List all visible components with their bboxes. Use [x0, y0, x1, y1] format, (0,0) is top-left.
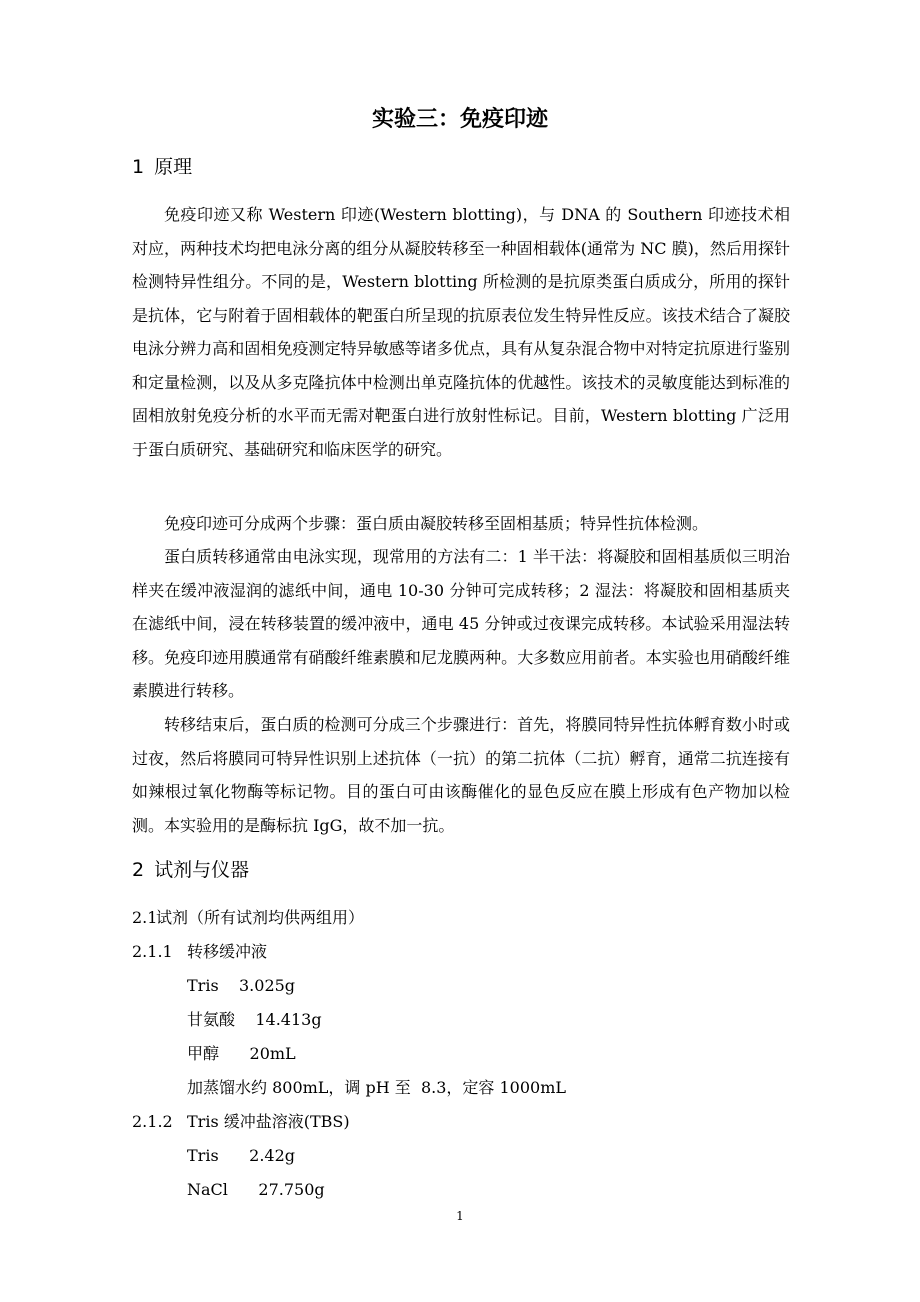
subsection-2-1-2-heading — [132, 1108, 350, 1136]
subsection-2-1-1-heading — [132, 938, 267, 966]
section-1-heading — [132, 153, 192, 181]
section-1-number: 1 — [132, 156, 145, 178]
page-title: 实验三：免疫印迹 — [371, 107, 548, 132]
principle-paragraph-1: 免疫印迹又称 Western 印迹(Western blotting)，与 DNA 的 Southern 印迹技术相对应，两种技术均把电泳分离的组分从凝胶转移至一种固相载体(通常为 NC 膜)，然后用探针检测特异性组分。不同的是，Western blotting 所检测的是抗原类蛋白质成分，所用的探针是抗体，它与附着于固相载体的靶蛋白所呈现的抗原表位发生特异性反应。该技术结合了凝胶电泳分辨力高和固相免疫测定特异敏感等诸多优点，具有从复杂混合物中对特定抗原进行鉴别和定量检测，以及从多克隆抗体中检测出单克隆抗体的优越性。该技术的灵敏度能达到标准的固相放射免疫分析的水平而无需对靶蛋白进行放射性标记。目前，Western blotting 广泛用于蛋白质研究、基础研究和临床医学的研究。 — [132, 205, 790, 459]
page-number: 1 — [456, 1209, 464, 1223]
reagent-line: Tris 3.025g — [187, 976, 296, 995]
reagent-line: Tris 2.42g — [187, 1146, 296, 1165]
subsection-2-1-2-title: Tris 缓冲盐溶液(TBS) — [187, 1112, 350, 1131]
subsection-2-1-number: 2.1 — [132, 908, 158, 927]
principle-paragraph-2: 免疫印迹可分成两个步骤：蛋白质由凝胶转移至固相基质；特异性抗体检测。 — [164, 514, 709, 533]
subsection-2-1-1-title: 转移缓冲液 — [187, 942, 268, 961]
reagent-line: 加蒸馏水约 800mL，调 pH 至 8.3，定容 1000mL — [187, 1078, 567, 1097]
subsection-2-1-heading — [132, 904, 364, 932]
section-2-number: 2 — [132, 859, 145, 881]
section-1-title: 原理 — [154, 156, 193, 178]
principle-paragraph-4: 转移结束后，蛋白质的检测可分成三个步骤进行：首先，将膜同特异性抗体孵育数小时或过夜，然后将膜同可特异性识别上述抗体（一抗）的第二抗体（二抗）孵育，通常二抗连接有如辣根过氧化物酶等标记物。目的蛋白可由该酶催化的显色反应在膜上形成有色产物加以检测。本实验用的是酶标抗 IgG，故不加一抗。 — [132, 715, 790, 835]
section-2-title: 试剂与仪器 — [154, 859, 250, 881]
subsection-2-1-1-number: 2.1.1 — [132, 942, 173, 961]
principle-paragraph-3: 蛋白质转移通常由电泳实现，现常用的方法有二：1 半干法：将凝胶和固相基质似三明治样夹在缓冲液湿润的滤纸中间，通电 10-30 分钟可完成转移；2 湿法：将凝胶和固相基质夹在滤纸中间，浸在转移装置的缓冲液中，通电 45 分钟或过夜课完成转移。本试验采用湿法转移。免疫印迹用膜通常有硝酸纤维素膜和尼龙膜两种。大多数应用前者。本实验也用硝酸纤维素膜进行转移。 — [132, 547, 790, 700]
reagent-line: 甘氨酸 14.413g — [187, 1010, 322, 1029]
subsection-2-1-title: 试剂（所有试剂均供两组用） — [156, 908, 365, 927]
section-2-heading — [132, 856, 249, 884]
subsection-2-1-2-number: 2.1.2 — [132, 1112, 173, 1131]
reagent-line: 甲醇 20mL — [187, 1044, 296, 1063]
reagent-line: NaCl 27.750g — [187, 1180, 325, 1199]
